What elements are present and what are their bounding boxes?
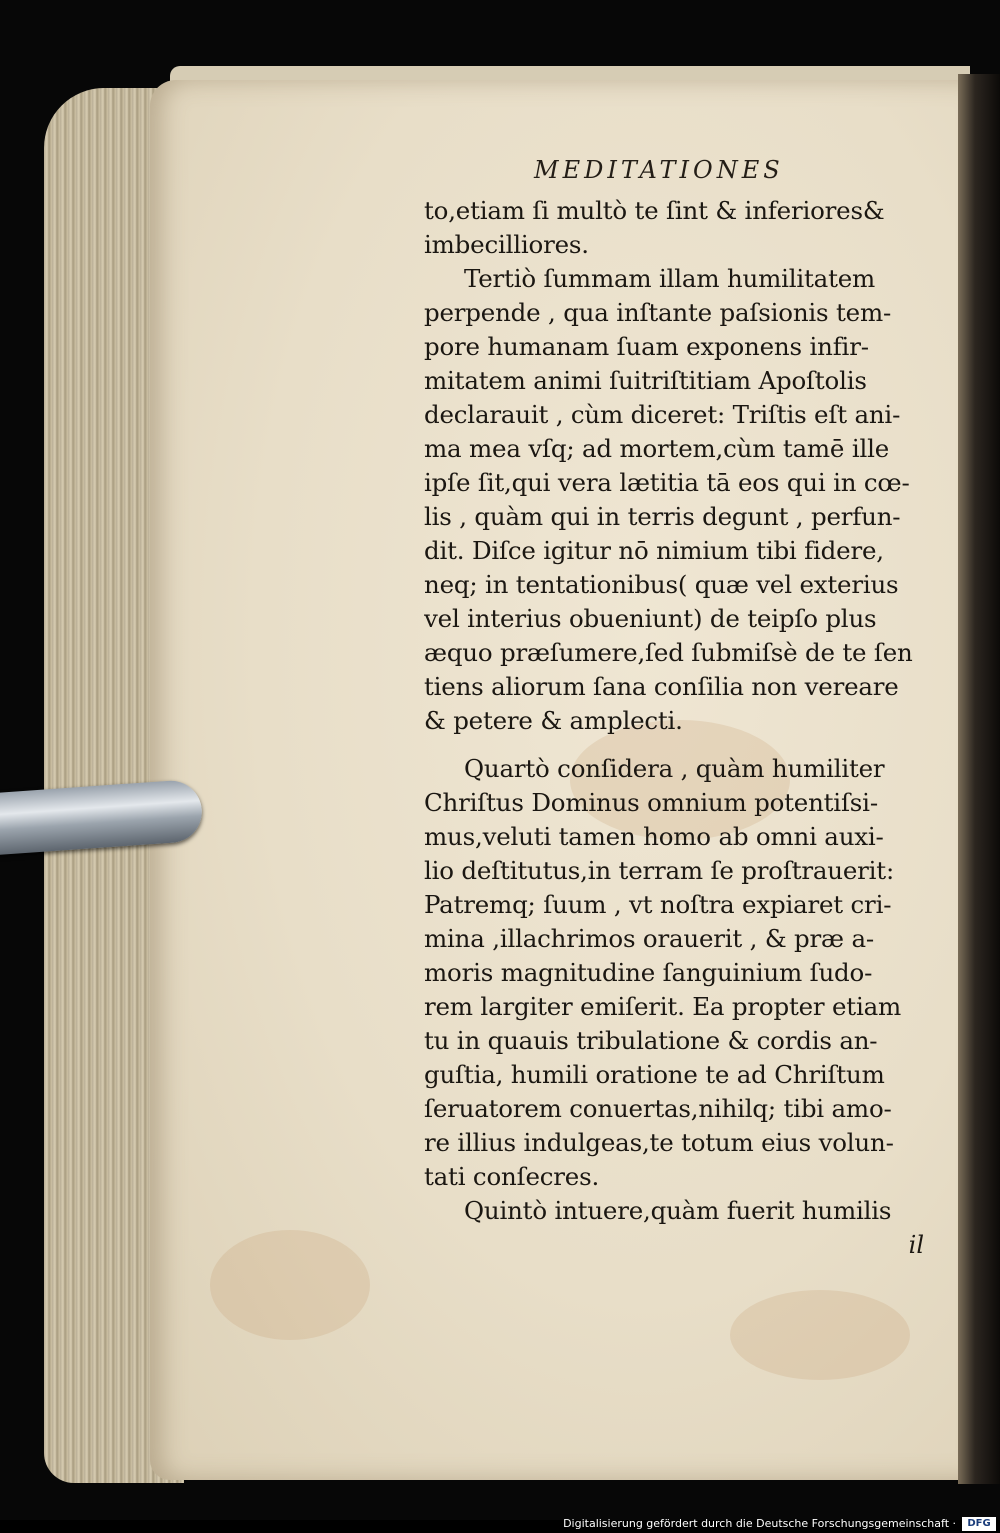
text-line: æquo præſumere,ſed ſubmiſsè de te ſen: [424, 638, 913, 667]
text-line: tiens aliorum ſana conſilia non vereare: [424, 672, 899, 701]
text-line: Quintò intuere,quàm fuerit humilis: [464, 1196, 892, 1225]
text-line: ipſe ſit,qui vera lætitia tā eos qui in cœ-: [424, 468, 910, 497]
running-head: MEDITATIONES: [534, 156, 784, 184]
text-line: mus,veluti tamen homo ab omni auxi-: [424, 822, 884, 851]
text-line: Tertiò ſummam illam humilitatem: [464, 264, 876, 293]
text-line: neq; in tentationibus( quæ vel exterius: [424, 570, 899, 599]
text-line: dit. Diſce igitur nō nimium tibi fidere,: [424, 536, 884, 565]
text-line: lio deſtitutus,in terram ſe proſtrauerit:: [424, 856, 895, 885]
digitization-credit: Digitalisierung gefördert durch die Deutsche Forschungsgemeinschaft ·: [563, 1517, 956, 1530]
text-line: perpende , qua inſtante paſsionis tem-: [424, 298, 892, 327]
text-line: vel interius obueniunt) de teipſo plus: [424, 604, 877, 633]
text-line: Quartò conſidera , quàm humiliter: [464, 754, 885, 783]
text-line: mina ,illachrimos orauerit , & præ a-: [424, 924, 874, 953]
paragraph-3: [424, 752, 944, 1194]
paragraph-1: [424, 194, 944, 262]
text-line: & petere & amplecti.: [424, 706, 683, 735]
text-line: guſtia, humili oratione te ad Chriſtum: [424, 1060, 885, 1089]
foxing-stain: [210, 1230, 370, 1340]
text-line: ſeruatorem conuertas,nihilq; tibi amo-: [424, 1094, 892, 1123]
foxing-stain: [730, 1290, 910, 1380]
binding-gutter: [958, 74, 1000, 1484]
paragraph-2: [424, 262, 944, 738]
text-line: mitatem animi ſuitriſtitiam Apoſtolis: [424, 366, 867, 395]
catchword: il: [908, 1231, 924, 1259]
text-line: tati conſecres.: [424, 1162, 600, 1191]
text-line: pore humanam ſuam exponens infir-: [424, 332, 869, 361]
text-line: to,etiam ſi multò te ſint & inferiores&: [424, 196, 885, 225]
paragraph-gap: [424, 738, 944, 752]
text-line: rem largiter emiſerit. Ea propter etiam: [424, 992, 902, 1021]
text-line: tu in quauis tribulatione & cordis an-: [424, 1026, 878, 1055]
dfg-logo: DFG: [962, 1517, 996, 1531]
text-line: Patremq; ſuum , vt noſtra expiaret cri-: [424, 890, 892, 919]
text-line: imbecilliores.: [424, 230, 589, 259]
text-line: re illius indulgeas,te totum eius volun-: [424, 1128, 894, 1157]
text-line: moris magnitudine ſanguinium ſudo-: [424, 958, 873, 987]
paragraph-4: [424, 1194, 944, 1228]
text-line: declarauit , cùm diceret: Triſtis eſt ani-: [424, 400, 901, 429]
text-line: ma mea vſq; ad mortem,cùm tamē ille: [424, 434, 890, 463]
text-line: Chriſtus Dominus omnium potentiſsi-: [424, 788, 878, 817]
text-block: [424, 156, 944, 1262]
text-line: lis , quàm qui in terris degunt , perfun-: [424, 502, 901, 531]
